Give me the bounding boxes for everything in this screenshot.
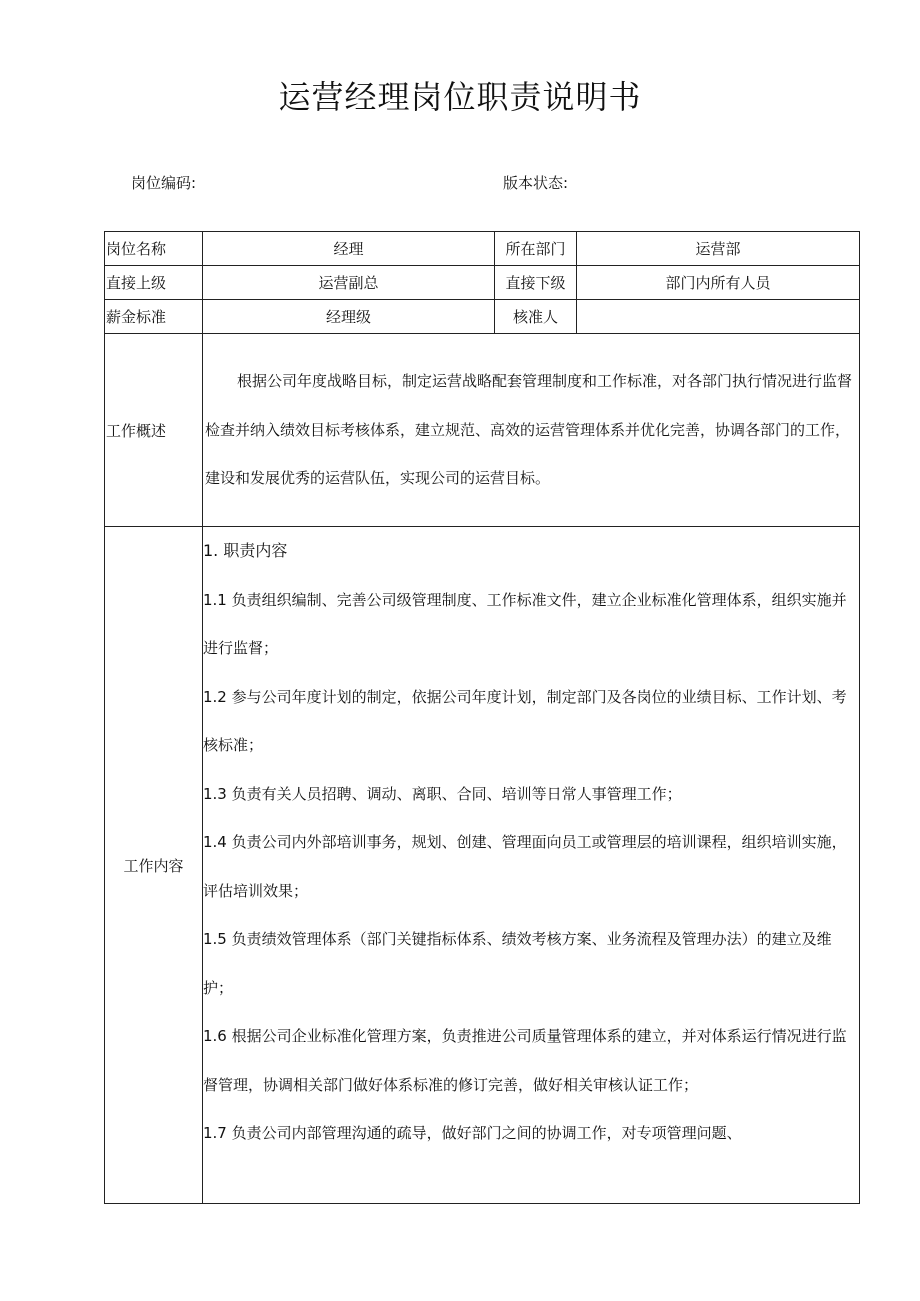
position-code-label: 岗位编码: [131, 174, 197, 192]
duty-item: 1.2 参与公司年度计划的制定，依据公司年度计划，制定部门及各岗位的业绩目标、工作计划、考核标准； [203, 687, 847, 754]
table-row [105, 266, 860, 300]
table-row [105, 527, 860, 1204]
superior-value: 运营副总 [203, 266, 495, 300]
version-status-label: 版本状态: [503, 174, 569, 192]
position-name-label: 岗位名称 [105, 232, 203, 266]
job-description-table [104, 231, 860, 1204]
superior-label: 直接上级 [105, 266, 203, 300]
department-value: 运营部 [577, 232, 860, 266]
table-row [105, 300, 860, 334]
document-title: 运营经理岗位职责说明书 [278, 78, 642, 116]
table-row [105, 232, 860, 266]
table-row [105, 334, 860, 527]
content-heading: 1. 职责内容 [203, 541, 288, 560]
summary-text: 根据公司年度战略目标，制定运营战略配套管理制度和工作标准，对各部门执行情况进行监督检查并纳入绩效目标考核体系，建立规范、高效的运营管理体系并优化完善，协调各部门的工作，建设和发展优秀的运营队伍，实现公司的运营目标。 [205, 372, 853, 488]
salary-value: 经理级 [203, 300, 495, 334]
duty-item: 1.6 根据公司企业标准化管理方案，负责推进公司质量管理体系的建立，并对体系运行情况进行监督管理，协调相关部门做好体系标准的修订完善，做好相关审核认证工作； [203, 1027, 847, 1094]
approver-label: 核准人 [495, 300, 577, 334]
summary-cell [203, 334, 860, 527]
subordinate-value: 部门内所有人员 [577, 266, 860, 300]
duty-item: 1.4 负责公司内外部培训事务，规划、创建、管理面向员工或管理层的培训课程，组织培训实施，评估培训效果； [203, 833, 847, 900]
approver-value [577, 300, 860, 334]
content-label: 工作内容 [105, 527, 203, 1204]
duty-item: 1.5 负责绩效管理体系（部门关键指标体系、绩效考核方案、业务流程及管理办法）的建立及维护； [203, 930, 832, 997]
subordinate-label: 直接下级 [495, 266, 577, 300]
summary-label: 工作概述 [105, 334, 203, 527]
duty-item: 1.7 负责公司内部管理沟通的疏导，做好部门之间的协调工作，对专项管理问题、 [203, 1124, 742, 1142]
salary-label: 薪金标准 [105, 300, 203, 334]
duty-item: 1.3 负责有关人员招聘、调动、离职、合同、培训等日常人事管理工作； [203, 784, 682, 803]
position-name-value: 经理 [203, 232, 495, 266]
department-label: 所在部门 [495, 232, 577, 266]
duty-item: 1.1 负责组织编制、完善公司级管理制度、工作标准文件，建立企业标准化管理体系，组织实施并进行监督； [203, 590, 847, 657]
content-cell [203, 527, 860, 1204]
